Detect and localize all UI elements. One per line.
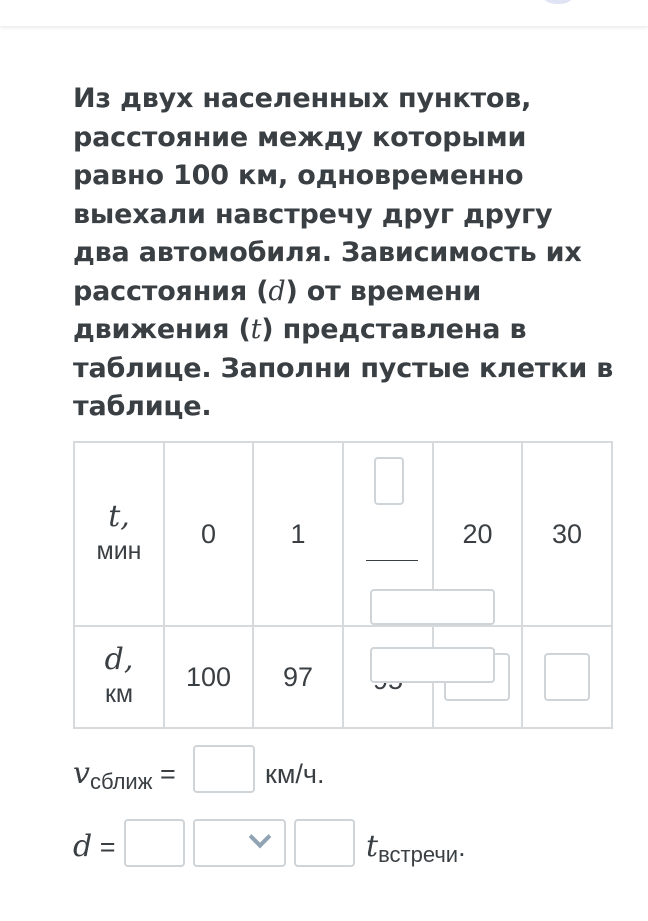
chevron-down-icon bbox=[249, 826, 272, 849]
overlay-input[interactable] bbox=[370, 647, 495, 683]
top-bar bbox=[0, 0, 648, 26]
task-text-part-1: Из двух населенных пунктов, расстояние между которыми равно 100 км, одновременно выехали навстречу друг другу два автомобиля. Зависимость их расстояния ( bbox=[73, 83, 582, 307]
t-value-3: 20 bbox=[433, 442, 522, 626]
denominator-input[interactable] bbox=[370, 589, 495, 625]
task-text-part-3: ) представлена в таблице. Заполни пустые клетки в таблице. bbox=[73, 314, 614, 422]
d-value-4-cell bbox=[522, 626, 612, 728]
table-row-time bbox=[74, 442, 612, 626]
speed-input[interactable] bbox=[193, 745, 255, 793]
formula-equals: = bbox=[99, 832, 116, 862]
task-text-part-2: ) от времени движения ( bbox=[73, 275, 482, 345]
d-value-1: 97 bbox=[253, 626, 343, 728]
t-value-0: 0 bbox=[164, 442, 253, 626]
coefficient-input[interactable] bbox=[124, 819, 185, 867]
d-value-0: 100 bbox=[164, 626, 253, 728]
table-row-distance bbox=[74, 626, 612, 728]
var-d: d bbox=[268, 275, 286, 307]
task-statement bbox=[73, 80, 618, 427]
t-value-4: 30 bbox=[522, 442, 612, 626]
var-t: t bbox=[250, 314, 262, 345]
var-t-label: t, bbox=[108, 499, 130, 534]
fraction-line bbox=[366, 560, 418, 561]
unit-min: мин bbox=[96, 537, 142, 565]
unit-km: км bbox=[104, 680, 134, 708]
t-value-1: 1 bbox=[253, 442, 343, 626]
speed-unit: км/ч. bbox=[265, 759, 325, 789]
distance-formula bbox=[73, 829, 116, 864]
speed-equals: = bbox=[159, 759, 176, 789]
var-d-label: d, bbox=[104, 642, 134, 677]
speed-formula bbox=[73, 756, 176, 794]
formula-dot: . bbox=[458, 832, 466, 862]
formula-d-symbol: d bbox=[73, 829, 93, 864]
t-meeting-term bbox=[366, 829, 466, 867]
numerator-input[interactable] bbox=[374, 457, 404, 505]
formula-t-subscript: встречи bbox=[378, 842, 459, 867]
avatar[interactable] bbox=[538, 0, 578, 4]
speed-symbol: v bbox=[73, 756, 90, 791]
header-cell-d bbox=[74, 626, 164, 728]
speed-subscript: сближ bbox=[89, 769, 153, 794]
header-cell-t bbox=[74, 442, 164, 626]
d-value-4-input[interactable] bbox=[544, 653, 590, 701]
operator-select[interactable] bbox=[193, 819, 286, 867]
slope-input[interactable] bbox=[294, 819, 355, 867]
formula-t-symbol: t bbox=[366, 829, 379, 864]
data-table bbox=[73, 441, 613, 729]
